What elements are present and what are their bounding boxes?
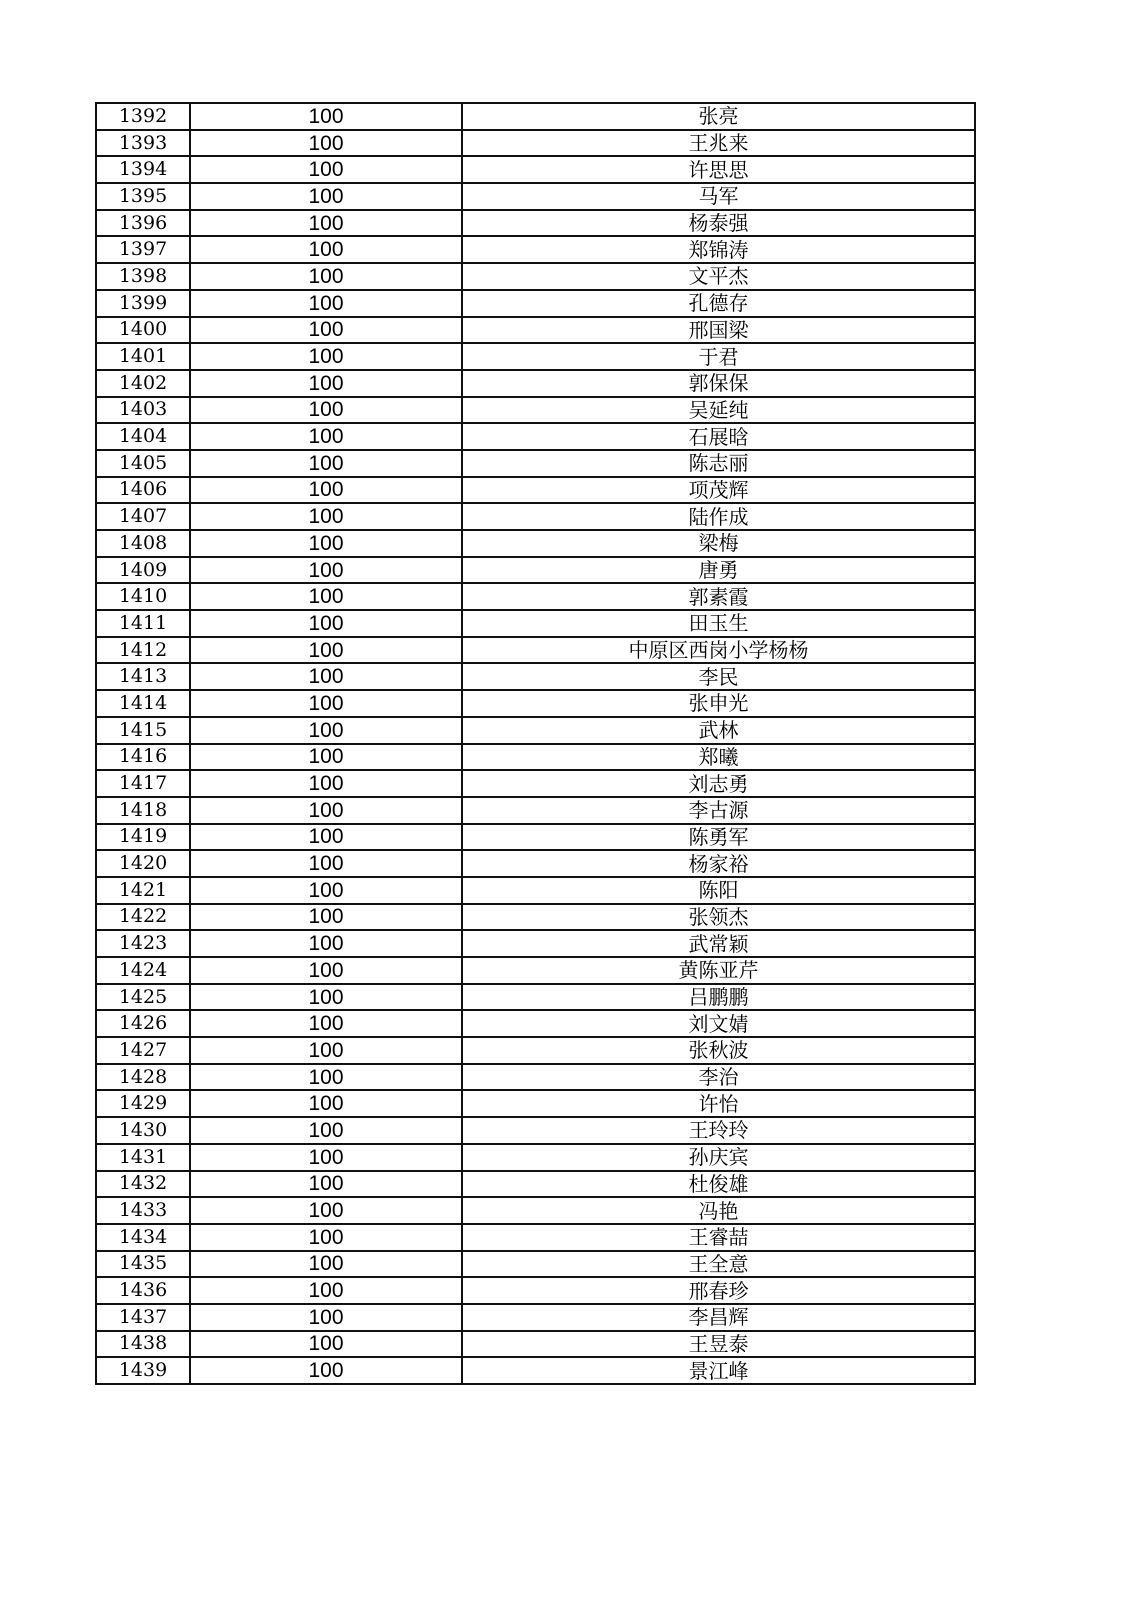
row-index-cell: 1415 <box>96 717 190 744</box>
row-amount-cell: 100 <box>190 450 462 477</box>
row-index-cell: 1401 <box>96 343 190 370</box>
row-index-cell: 1393 <box>96 130 190 157</box>
table-row <box>96 1251 975 1278</box>
row-index-cell: 1412 <box>96 637 190 664</box>
row-amount-cell: 100 <box>190 317 462 344</box>
row-amount-cell: 100 <box>190 957 462 984</box>
row-index-cell: 1429 <box>96 1090 190 1117</box>
table-row <box>96 770 975 797</box>
row-index-cell: 1411 <box>96 610 190 637</box>
row-index-cell: 1407 <box>96 503 190 530</box>
table-row <box>96 904 975 931</box>
table-row <box>96 450 975 477</box>
table-row <box>96 557 975 584</box>
row-name-cell: 冯艳 <box>462 1197 975 1224</box>
row-index-cell: 1428 <box>96 1064 190 1091</box>
table-row <box>96 503 975 530</box>
row-name-cell: 郭保保 <box>462 370 975 397</box>
row-name-cell: 郑曦 <box>462 744 975 771</box>
row-index-cell: 1433 <box>96 1197 190 1224</box>
row-index-cell: 1438 <box>96 1331 190 1358</box>
table-row <box>96 1304 975 1331</box>
row-amount-cell: 100 <box>190 1144 462 1171</box>
row-index-cell: 1403 <box>96 397 190 424</box>
table-row <box>96 1064 975 1091</box>
row-name-cell: 张申光 <box>462 690 975 717</box>
row-name-cell: 文平杰 <box>462 263 975 290</box>
row-index-cell: 1392 <box>96 103 190 130</box>
table-row <box>96 877 975 904</box>
row-index-cell: 1421 <box>96 877 190 904</box>
row-index-cell: 1402 <box>96 370 190 397</box>
table-row <box>96 423 975 450</box>
row-amount-cell: 100 <box>190 744 462 771</box>
table-row <box>96 263 975 290</box>
row-amount-cell: 100 <box>190 1357 462 1384</box>
row-index-cell: 1395 <box>96 183 190 210</box>
row-name-cell: 黄陈亚芹 <box>462 957 975 984</box>
row-amount-cell: 100 <box>190 637 462 664</box>
row-index-cell: 1413 <box>96 663 190 690</box>
row-index-cell: 1416 <box>96 744 190 771</box>
row-amount-cell: 100 <box>190 343 462 370</box>
row-index-cell: 1437 <box>96 1304 190 1331</box>
row-name-cell: 陈阳 <box>462 877 975 904</box>
table-row <box>96 343 975 370</box>
table-row <box>96 103 975 130</box>
row-amount-cell: 100 <box>190 1277 462 1304</box>
table-row <box>96 717 975 744</box>
row-index-cell: 1394 <box>96 156 190 183</box>
table-row <box>96 236 975 263</box>
row-amount-cell: 100 <box>190 210 462 237</box>
row-amount-cell: 100 <box>190 1224 462 1251</box>
table-row <box>96 1090 975 1117</box>
row-name-cell: 张亮 <box>462 103 975 130</box>
table-row <box>96 290 975 317</box>
row-amount-cell: 100 <box>190 423 462 450</box>
row-amount-cell: 100 <box>190 904 462 931</box>
row-name-cell: 梁梅 <box>462 530 975 557</box>
row-index-cell: 1410 <box>96 583 190 610</box>
table-row <box>96 477 975 504</box>
row-index-cell: 1420 <box>96 850 190 877</box>
row-amount-cell: 100 <box>190 1010 462 1037</box>
row-amount-cell: 100 <box>190 1117 462 1144</box>
row-amount-cell: 100 <box>190 877 462 904</box>
table-row <box>96 210 975 237</box>
row-amount-cell: 100 <box>190 1064 462 1091</box>
row-index-cell: 1426 <box>96 1010 190 1037</box>
row-name-cell: 许怡 <box>462 1090 975 1117</box>
row-index-cell: 1406 <box>96 477 190 504</box>
row-name-cell: 项茂辉 <box>462 477 975 504</box>
table-row <box>96 530 975 557</box>
table-row <box>96 370 975 397</box>
row-index-cell: 1419 <box>96 824 190 851</box>
row-amount-cell: 100 <box>190 850 462 877</box>
row-index-cell: 1430 <box>96 1117 190 1144</box>
row-index-cell: 1425 <box>96 984 190 1011</box>
row-index-cell: 1431 <box>96 1144 190 1171</box>
row-name-cell: 邢国梁 <box>462 317 975 344</box>
row-name-cell: 张秋波 <box>462 1037 975 1064</box>
table-row <box>96 1171 975 1198</box>
row-name-cell: 杨家裕 <box>462 850 975 877</box>
row-name-cell: 唐勇 <box>462 557 975 584</box>
table-row <box>96 984 975 1011</box>
row-index-cell: 1408 <box>96 530 190 557</box>
table-row <box>96 930 975 957</box>
row-amount-cell: 100 <box>190 503 462 530</box>
row-amount-cell: 100 <box>190 477 462 504</box>
table-row <box>96 824 975 851</box>
row-index-cell: 1396 <box>96 210 190 237</box>
row-amount-cell: 100 <box>190 183 462 210</box>
table-row <box>96 957 975 984</box>
row-amount-cell: 100 <box>190 984 462 1011</box>
row-amount-cell: 100 <box>190 1197 462 1224</box>
table-row <box>96 637 975 664</box>
row-name-cell: 王兆来 <box>462 130 975 157</box>
table-row <box>96 1010 975 1037</box>
row-amount-cell: 100 <box>190 557 462 584</box>
table-row <box>96 1357 975 1384</box>
row-index-cell: 1423 <box>96 930 190 957</box>
row-index-cell: 1432 <box>96 1171 190 1198</box>
row-amount-cell: 100 <box>190 1331 462 1358</box>
row-amount-cell: 100 <box>190 397 462 424</box>
table-row <box>96 1277 975 1304</box>
table-row <box>96 397 975 424</box>
row-name-cell: 王昱泰 <box>462 1331 975 1358</box>
row-name-cell: 李治 <box>462 1064 975 1091</box>
row-name-cell: 陈勇军 <box>462 824 975 851</box>
row-amount-cell: 100 <box>190 610 462 637</box>
row-name-cell: 王睿喆 <box>462 1224 975 1251</box>
row-amount-cell: 100 <box>190 770 462 797</box>
row-index-cell: 1422 <box>96 904 190 931</box>
row-index-cell: 1399 <box>96 290 190 317</box>
row-amount-cell: 100 <box>190 103 462 130</box>
row-name-cell: 李民 <box>462 663 975 690</box>
row-amount-cell: 100 <box>190 824 462 851</box>
row-name-cell: 许思思 <box>462 156 975 183</box>
row-name-cell: 李古源 <box>462 797 975 824</box>
row-name-cell: 刘文婧 <box>462 1010 975 1037</box>
row-amount-cell: 100 <box>190 583 462 610</box>
row-name-cell: 中原区西岗小学杨杨 <box>462 637 975 664</box>
row-name-cell: 马军 <box>462 183 975 210</box>
row-index-cell: 1436 <box>96 1277 190 1304</box>
row-name-cell: 王玲玲 <box>462 1117 975 1144</box>
row-amount-cell: 100 <box>190 1090 462 1117</box>
row-name-cell: 王全意 <box>462 1251 975 1278</box>
row-name-cell: 郭素霞 <box>462 583 975 610</box>
row-index-cell: 1405 <box>96 450 190 477</box>
table-row <box>96 690 975 717</box>
donation-list-table <box>95 102 976 1385</box>
table-row <box>96 663 975 690</box>
row-name-cell: 吕鹏鹏 <box>462 984 975 1011</box>
row-amount-cell: 100 <box>190 130 462 157</box>
row-amount-cell: 100 <box>190 530 462 557</box>
table-row <box>96 744 975 771</box>
row-amount-cell: 100 <box>190 1171 462 1198</box>
row-name-cell: 杜俊雄 <box>462 1171 975 1198</box>
row-name-cell: 于君 <box>462 343 975 370</box>
table-row <box>96 317 975 344</box>
row-name-cell: 刘志勇 <box>462 770 975 797</box>
row-name-cell: 杨泰强 <box>462 210 975 237</box>
row-index-cell: 1404 <box>96 423 190 450</box>
row-amount-cell: 100 <box>190 370 462 397</box>
row-index-cell: 1417 <box>96 770 190 797</box>
row-name-cell: 石展晗 <box>462 423 975 450</box>
row-amount-cell: 100 <box>190 263 462 290</box>
table-row <box>96 183 975 210</box>
table-row <box>96 130 975 157</box>
row-name-cell: 田玉生 <box>462 610 975 637</box>
table-row <box>96 1224 975 1251</box>
row-name-cell: 邢春珍 <box>462 1277 975 1304</box>
row-index-cell: 1435 <box>96 1251 190 1278</box>
row-name-cell: 张领杰 <box>462 904 975 931</box>
row-index-cell: 1439 <box>96 1357 190 1384</box>
row-name-cell: 孔德存 <box>462 290 975 317</box>
table-row <box>96 156 975 183</box>
row-index-cell: 1424 <box>96 957 190 984</box>
row-amount-cell: 100 <box>190 156 462 183</box>
table-row <box>96 583 975 610</box>
row-index-cell: 1414 <box>96 690 190 717</box>
row-amount-cell: 100 <box>190 797 462 824</box>
row-name-cell: 孙庆宾 <box>462 1144 975 1171</box>
row-amount-cell: 100 <box>190 930 462 957</box>
row-name-cell: 武常颖 <box>462 930 975 957</box>
row-name-cell: 郑锦涛 <box>462 236 975 263</box>
row-amount-cell: 100 <box>190 236 462 263</box>
row-index-cell: 1400 <box>96 317 190 344</box>
table-body <box>96 103 975 1384</box>
row-amount-cell: 100 <box>190 290 462 317</box>
row-index-cell: 1409 <box>96 557 190 584</box>
table-row <box>96 1117 975 1144</box>
table-row <box>96 1331 975 1358</box>
table-row <box>96 797 975 824</box>
row-amount-cell: 100 <box>190 663 462 690</box>
row-index-cell: 1434 <box>96 1224 190 1251</box>
table-row <box>96 1144 975 1171</box>
row-name-cell: 吴延纯 <box>462 397 975 424</box>
table-row <box>96 1197 975 1224</box>
row-name-cell: 景江峰 <box>462 1357 975 1384</box>
row-amount-cell: 100 <box>190 717 462 744</box>
row-amount-cell: 100 <box>190 1251 462 1278</box>
row-index-cell: 1398 <box>96 263 190 290</box>
row-name-cell: 陈志丽 <box>462 450 975 477</box>
row-index-cell: 1397 <box>96 236 190 263</box>
row-index-cell: 1418 <box>96 797 190 824</box>
table-row <box>96 1037 975 1064</box>
row-amount-cell: 100 <box>190 1304 462 1331</box>
row-index-cell: 1427 <box>96 1037 190 1064</box>
row-name-cell: 武林 <box>462 717 975 744</box>
table-row <box>96 850 975 877</box>
row-amount-cell: 100 <box>190 690 462 717</box>
row-name-cell: 陆作成 <box>462 503 975 530</box>
row-amount-cell: 100 <box>190 1037 462 1064</box>
table-row <box>96 610 975 637</box>
row-name-cell: 李昌辉 <box>462 1304 975 1331</box>
